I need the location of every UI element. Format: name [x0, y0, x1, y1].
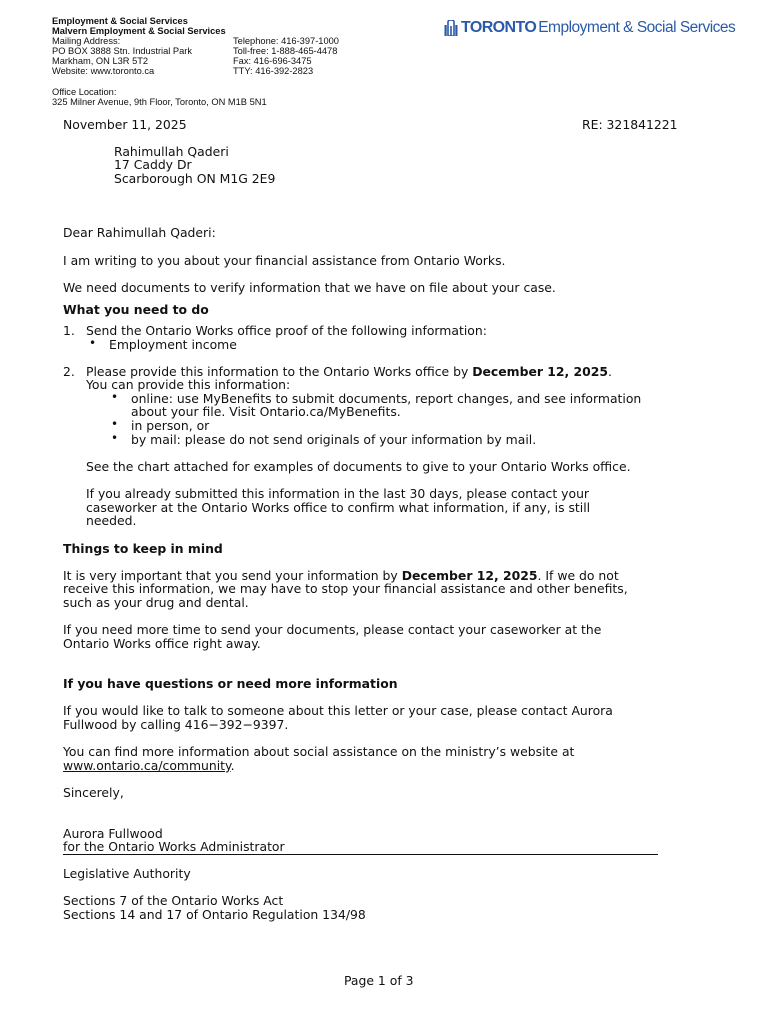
recipient-city: Scarborough ON M1G 2E9	[114, 171, 276, 186]
important-pre: It is very important that you send your information by	[63, 568, 402, 583]
website-line-2	[63, 759, 235, 773]
bullet-online-2: about your file. Visit Ontario.ca/MyBenefits.	[131, 404, 401, 419]
closing: Sincerely,	[63, 785, 124, 800]
important-post: . If we do not	[537, 568, 619, 583]
city-hall-icon	[444, 20, 458, 36]
item-2-pre: Please provide this information to the Ontario Works office by	[86, 364, 473, 379]
telephone: Telephone: 416-397-1000	[233, 36, 339, 46]
office-location-block	[52, 87, 267, 107]
important-line-2: receive this information, we may have to stop your financial assistance and other benefits,	[63, 581, 628, 596]
case-reference: RE: 321841221	[582, 117, 678, 132]
heading-what-to-do: What you need to do	[63, 302, 209, 317]
paragraph-intro: I am writing to you about your financial assistance from Ontario Works.	[63, 253, 506, 268]
toronto-logo	[444, 19, 735, 37]
item-2-line2: You can provide this information:	[86, 377, 291, 392]
fax: Fax: 416-696-3475	[233, 56, 312, 66]
legislative-authority: Legislative Authority	[63, 866, 191, 881]
section-act: Sections 7 of the Ontario Works Act	[63, 893, 284, 908]
item-2-post: .	[608, 364, 612, 379]
ministry-website-link[interactable]: www.ontario.ca/community	[63, 758, 231, 773]
org-name: Employment & Social Services	[52, 16, 188, 26]
submitted-line-1: If you already submitted this information in the last 30 days, please contact your	[86, 486, 590, 501]
chart-note: See the chart attached for examples of documents to give to your Ontario Works office.	[86, 459, 631, 474]
tty: TTY: 416-392-2823	[233, 66, 314, 76]
salutation: Dear Rahimullah Qaderi:	[63, 225, 216, 240]
bullet-icon: •	[111, 417, 119, 431]
website-line-1: You can find more information about social assistance on the ministry’s website at	[63, 744, 575, 759]
signature-rule	[63, 854, 658, 855]
signer-title: for the Ontario Works Administrator	[63, 839, 285, 854]
bullet-icon: •	[111, 390, 119, 404]
bullet-mail: by mail: please do not send originals of your information by mail.	[131, 432, 537, 447]
item-1-text: Send the Ontario Works office proof of the following information:	[86, 323, 487, 338]
section-regulation: Sections 14 and 17 of Ontario Regulation 134/98	[63, 907, 366, 922]
logo-ess: Employment & Social Services	[538, 19, 736, 36]
website-post: .	[230, 758, 235, 773]
logo-toronto: TORONTO	[461, 19, 537, 36]
toll-free: Toll-free: 1-888-465-4478	[233, 46, 338, 56]
item-2-number: 2.	[63, 364, 75, 379]
contact-line-1: If you would like to talk to someone about this letter or your case, please contact Aurora	[63, 703, 613, 718]
website: Website: www.toronto.ca	[52, 66, 155, 76]
signer-name: Aurora Fullwood	[63, 826, 163, 841]
important-line-3: such as your drug and dental.	[63, 595, 249, 610]
paragraph-verify: We need documents to verify information that we have on file about your case.	[63, 280, 556, 295]
bullet-icon: •	[89, 336, 97, 350]
po-box: PO BOX 3888 Stn. Industrial Park	[52, 46, 193, 56]
bullet-in-person: in person, or	[131, 418, 210, 433]
office-name: Malvern Employment & Social Services	[52, 26, 226, 36]
heading-keep-in-mind: Things to keep in mind	[63, 541, 223, 556]
item-1-bullet: Employment income	[109, 337, 237, 352]
more-time-line-2: Ontario Works office right away.	[63, 636, 261, 651]
office-location: 325 Milner Avenue, 9th Floor, Toronto, ON M1B 5N1	[52, 97, 267, 107]
submitted-line-3: needed.	[86, 513, 137, 528]
deadline-date: December 12, 2025	[472, 364, 609, 379]
header-contact-block	[52, 16, 339, 76]
letter-date: November 11, 2025	[63, 117, 187, 132]
more-time-line-1: If you need more time to send your documents, please contact your caseworker at the	[63, 622, 602, 637]
item-1-number: 1.	[63, 323, 75, 338]
bullet-icon: •	[111, 431, 119, 445]
recipient-name: Rahimullah Qaderi	[114, 144, 229, 159]
deadline-date: December 12, 2025	[401, 568, 538, 583]
bullet-online-1: online: use MyBenefits to submit documents, report changes, and see information	[131, 391, 642, 406]
contact-line-2: Fullwood by calling 416−392−9397.	[63, 717, 289, 732]
mailing-label: Mailing Address:	[52, 36, 121, 46]
city-line: Markham, ON L3R 5T2	[52, 56, 149, 66]
submitted-line-2: caseworker at the Ontario Works office to confirm what information, if any, is still	[86, 500, 591, 515]
recipient-street: 17 Caddy Dr	[114, 157, 192, 172]
office-location-label: Office Location:	[52, 87, 117, 97]
heading-questions: If you have questions or need more information	[63, 676, 398, 691]
page-number: Page 1 of 3	[344, 973, 414, 988]
